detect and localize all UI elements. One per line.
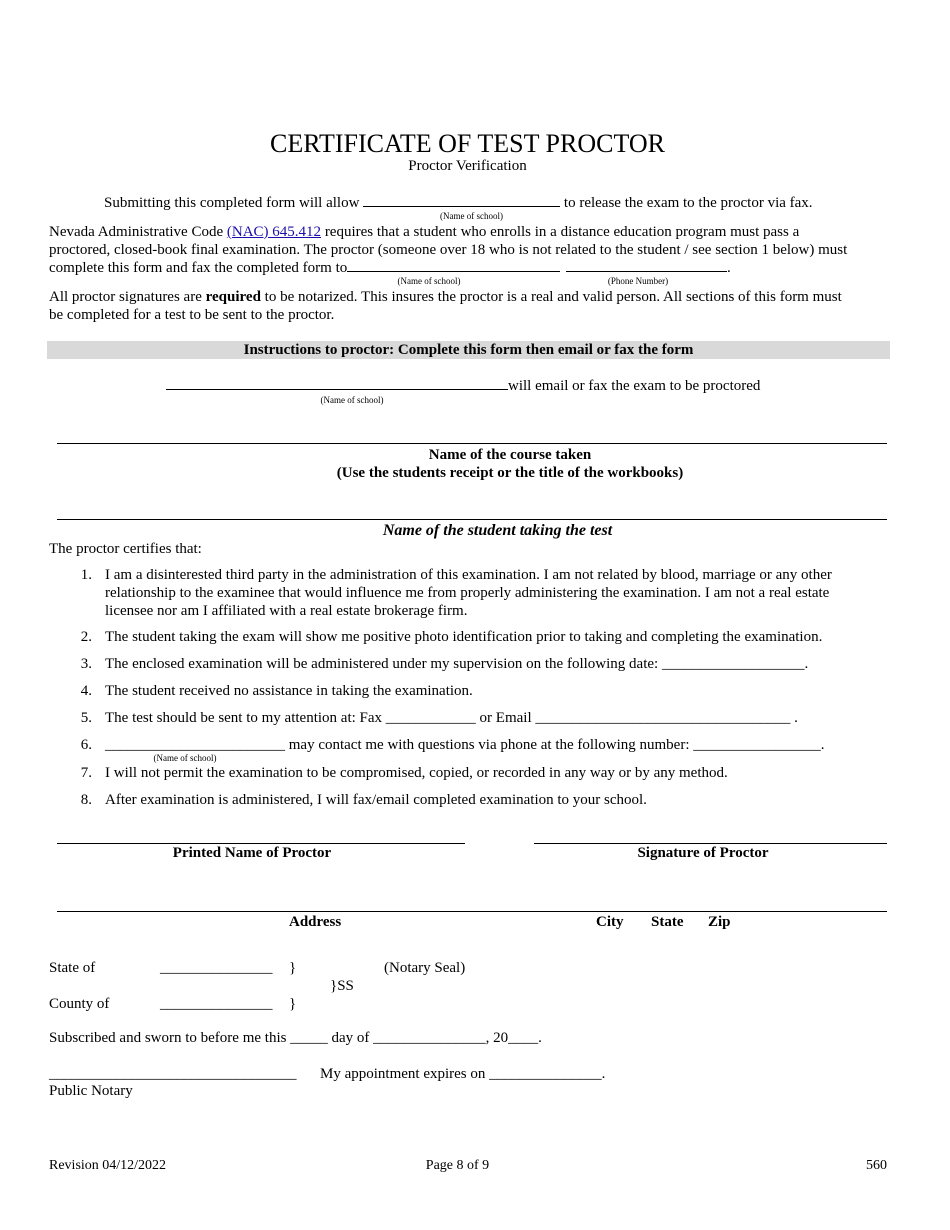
item-number: 6. [80,737,92,753]
ss-mark: }SS [330,978,354,994]
notary-signature-blank[interactable]: _________________________________ [49,1066,297,1082]
footer-revision: Revision 04/12/2022 [49,1158,167,1173]
course-hint: (Use the students receipt or the title of the workbooks) [336,465,684,481]
intro-before: Submitting this completed form will allow [104,195,360,211]
item-number: 4. [80,683,92,699]
item-number: 2. [80,629,92,645]
notarize-line-2: be completed for a test to be sent to the proctor. [49,307,335,323]
course-line[interactable] [57,443,887,444]
nac-line1-rest: requires that a student who enrolls in a distance education program must pass a [324,224,800,240]
intro-school-blank[interactable] [363,194,560,207]
school-email-line [166,377,760,395]
nac-prefix: Nevada Administrative Code [49,224,224,240]
footer-code: 560 [866,1158,887,1173]
intro-line [104,194,813,212]
notarize-required: required [205,289,261,305]
course-label: Name of the course taken [428,447,592,463]
page-title: CERTIFICATE OF TEST PROCTOR [269,129,665,158]
nac-line-1 [49,223,799,241]
notarize-after: to be notarized. This insures the proctor is a real and valid person. All sections of this form must [264,289,842,305]
item-text: After examination is administered, I will fax/email completed examination to your school. [105,792,647,808]
signature-label: Signature of Proctor [637,845,769,861]
list-item [77,566,867,620]
printed-name-label: Printed Name of Proctor [172,845,332,861]
item-1-line-3: licensee nor am I affiliated with a real estate brokerage firm. [105,603,468,619]
notarize-before: All proctor signatures are [49,289,202,305]
item-number: 5. [80,710,92,726]
nac-line-3: complete this form and fax the completed form to . [49,260,731,276]
state-label: State [651,914,684,930]
notarize-line-1 [49,288,842,306]
student-line[interactable] [57,519,887,520]
intro-after: to release the exam to the proctor via fax. [563,195,813,211]
address-label: Address [289,914,342,930]
city-label: City [596,914,624,930]
state-of-blank[interactable]: _______________ [160,960,273,976]
appointment-expires: My appointment expires on _______________. [320,1066,606,1082]
nac-line3-text: complete this form and fax the completed form to [49,260,348,276]
county-brace: } [289,996,297,1012]
item-text: The test should be sent to my attention at: Fax ____________ or Email __________________________________ . [105,710,798,726]
public-notary-label: Public Notary [49,1083,133,1099]
printed-name-line[interactable] [57,843,465,844]
sworn-line: Subscribed and sworn to before me this _____ day of _______________, 20____. [49,1030,542,1046]
school-email-caption: (Name of school) [320,395,384,405]
item-1-line-1: I am a disinterested third party in the administration of this examination. I am not related by blood, marriage or any other [105,567,832,583]
certifies-heading: The proctor certifies that: [49,541,202,557]
intro-school-caption: (Name of school) [440,211,503,221]
item-number: 8. [80,792,92,808]
item-number: 3. [80,656,92,672]
address-line[interactable] [57,911,887,912]
item-number: 7. [80,765,92,781]
zip-label: Zip [708,914,731,930]
item-1-line-2: relationship to the examinee that would influence me from properly administering the examination. I am not a real estate [105,585,830,601]
page-subtitle: Proctor Verification [408,158,527,174]
item-text: The enclosed examination will be administered under my supervision on the following date: ___________________. [105,656,809,672]
footer-page-number: Page 8 of 9 [425,1158,490,1173]
item-text: The student received no assistance in taking the examination. [105,683,473,699]
item-text: The student taking the exam will show me positive photo identification prior to taking and completing the examination. [105,629,823,645]
nac-link[interactable]: (NAC) 645.412 [226,224,322,240]
nac-school-blank[interactable] [347,259,560,272]
school-email-text: will email or fax the exam to be proctored [508,378,761,394]
signature-line[interactable] [534,843,887,844]
item-text [105,566,865,620]
state-of-label: State of [49,960,96,976]
item-text: ________________________ may contact me with questions via phone at the following number: _________________. [105,737,825,753]
nac-phone-blank[interactable] [566,259,727,272]
item-6-school-caption: (Name of school) [153,753,217,763]
county-of-label: County of [49,996,110,1012]
nac-line-2: proctored, closed-book final examination. The proctor (someone over 18 who is not related to the student / see section 1 below) must [49,242,848,258]
nac-school-caption: (Name of school) [397,276,461,286]
nac-phone-caption: (Phone Number) [607,276,669,286]
notary-seal: (Notary Seal) [384,960,466,976]
item-text: I will not permit the examination to be compromised, copied, or recorded in any way or by any method. [105,765,728,781]
school-email-blank[interactable] [166,377,508,390]
state-brace: } [289,960,297,976]
item-number: 1. [80,567,92,583]
county-of-blank[interactable]: _______________ [160,996,273,1012]
student-label: Name of the student taking the test [382,522,613,539]
instructions-bar: Instructions to proctor: Complete this form then email or fax the form [47,341,890,359]
